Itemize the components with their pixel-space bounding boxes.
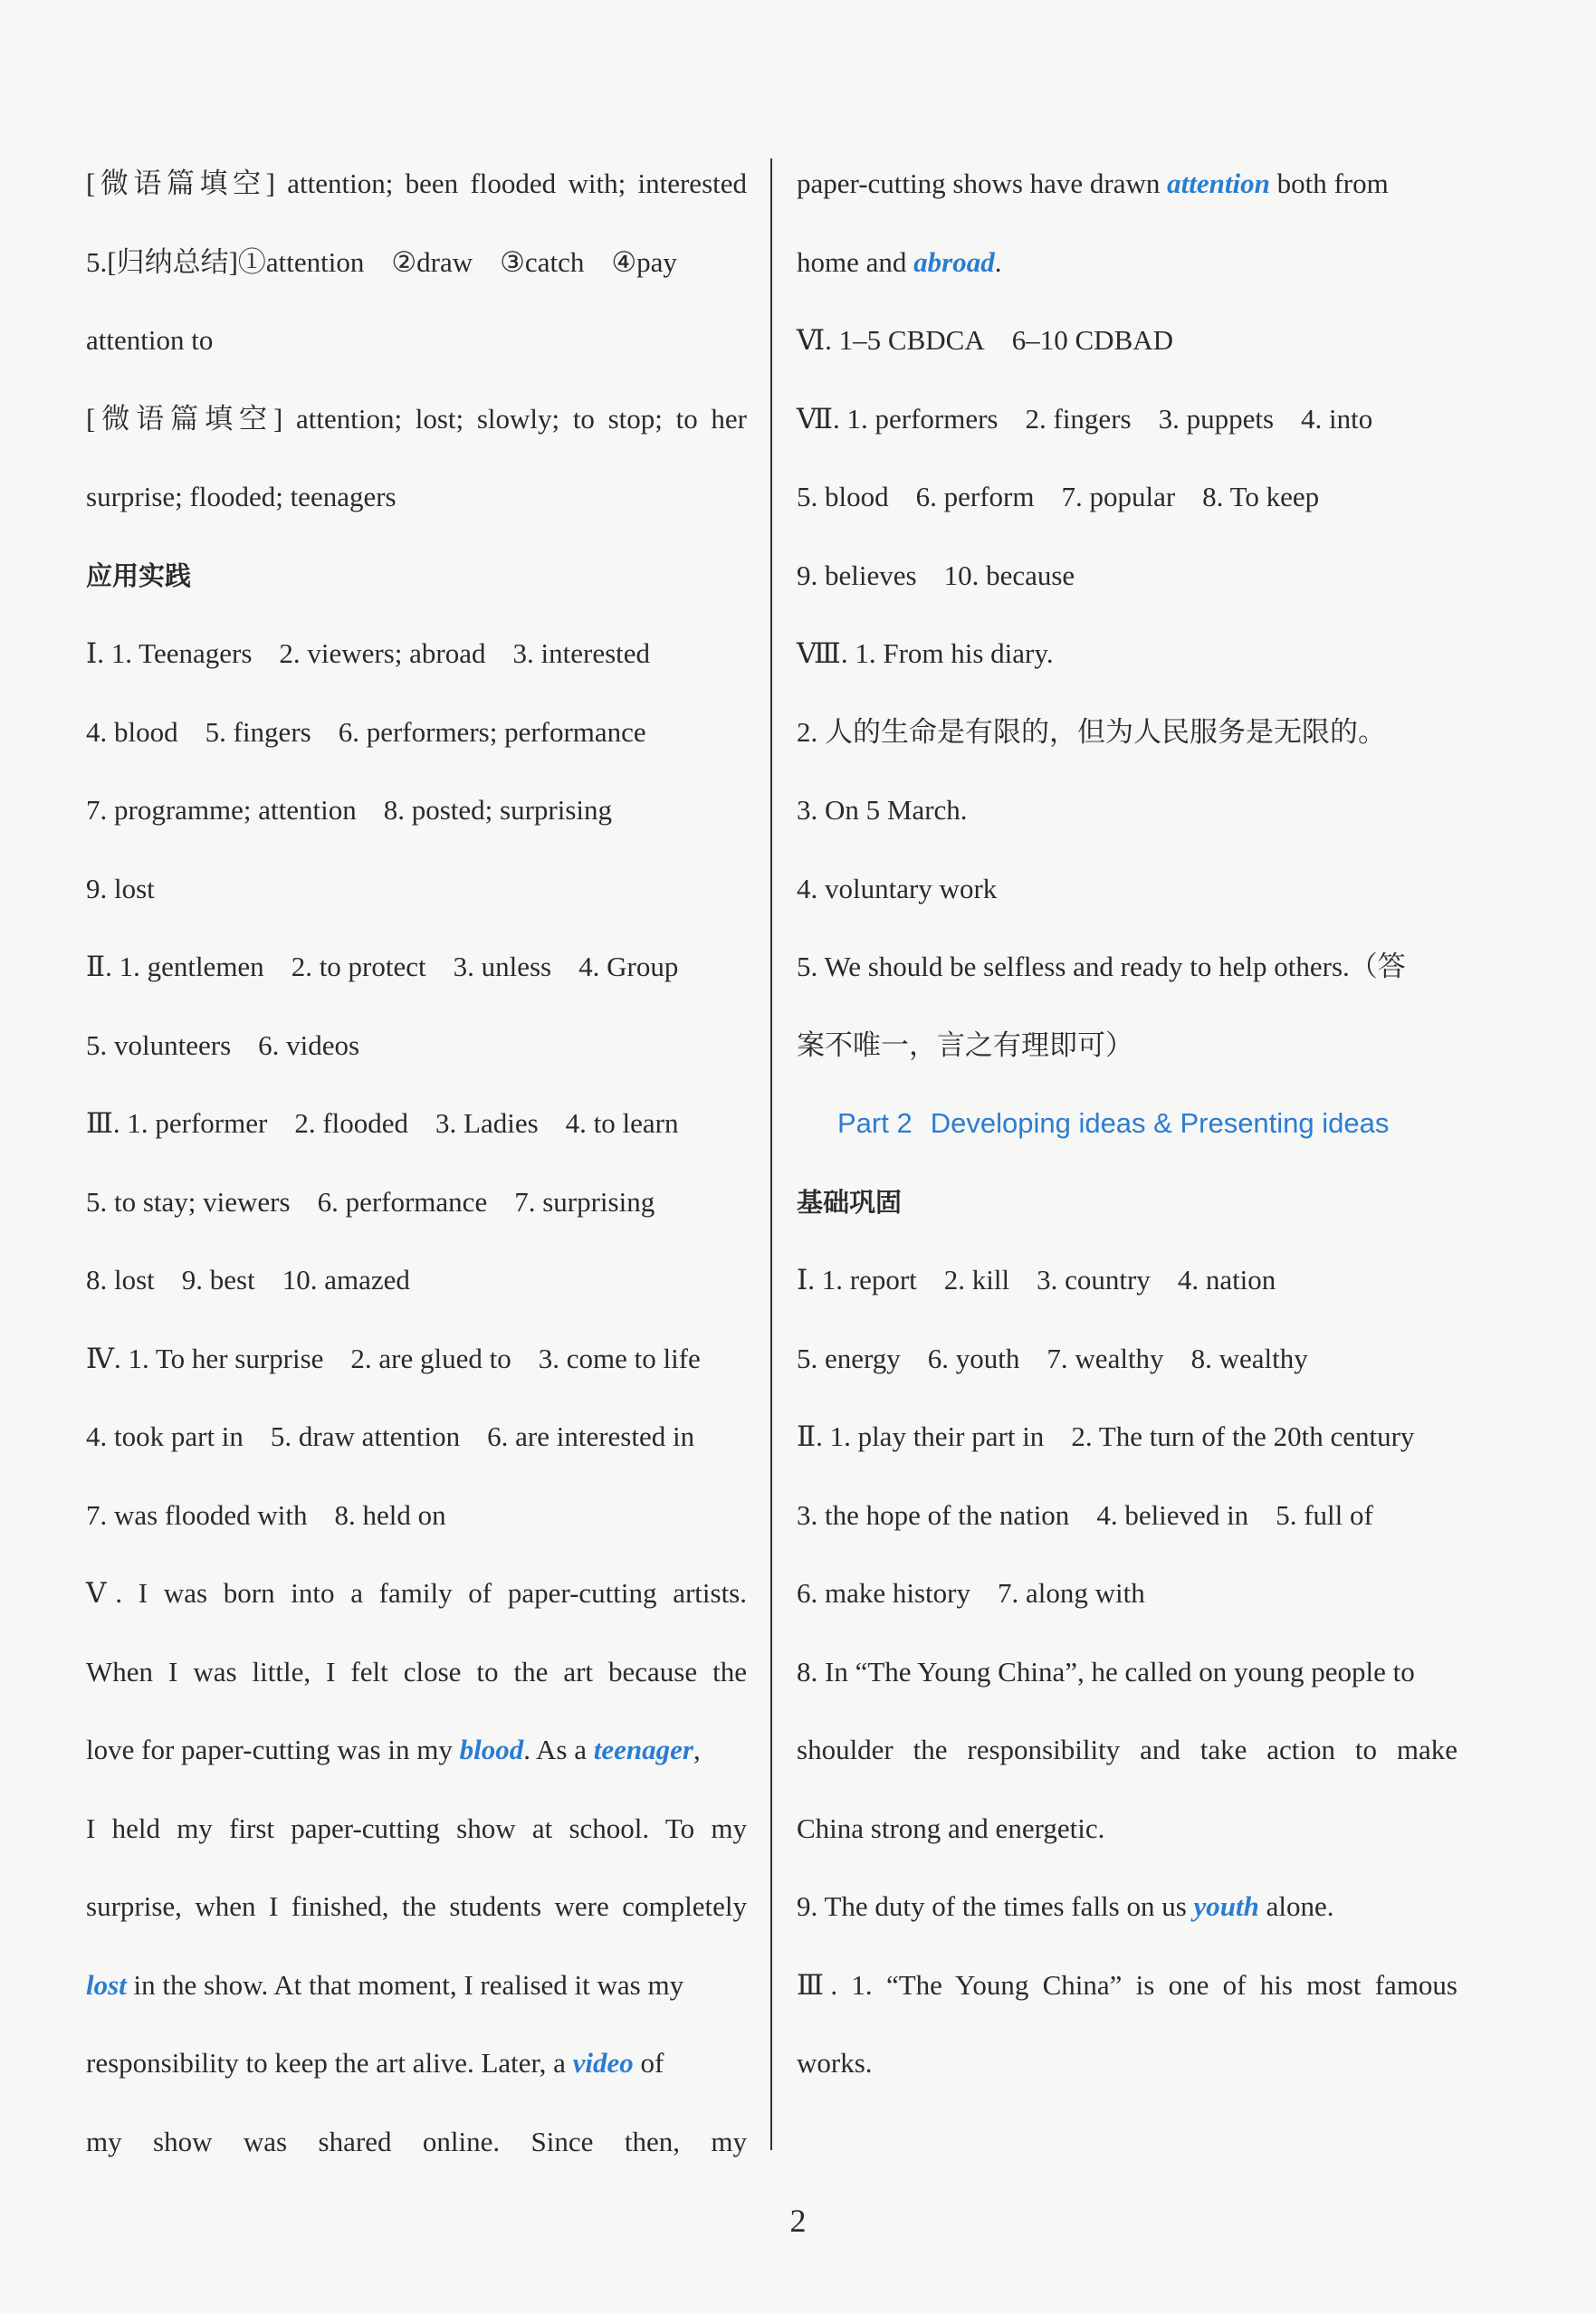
answer-item: 4. Group (578, 951, 679, 982)
text-line: Ⅴ. I was born into a family of paper-cutting artists. (86, 1577, 747, 1609)
answer-item: 10. amazed (282, 1264, 410, 1296)
text-line (797, 224, 1457, 302)
text-segment: paper-cutting shows have drawn (797, 167, 1168, 199)
text-segment: 9. The duty of the times falls on us (797, 1890, 1194, 1922)
highlighted-answer: video (572, 2047, 634, 2079)
text-line (797, 1320, 1457, 1399)
text-line (86, 1085, 747, 1163)
answer-item: 7. surprising (514, 1185, 655, 1218)
answer-item: 5. full of (1276, 1498, 1373, 1531)
answer-item: 4. into (1301, 402, 1373, 435)
text-line: works. (797, 2047, 873, 2079)
text-line: shoulder the responsibility and take action to make (797, 1734, 1457, 1765)
answer-item: 8. lost (86, 1264, 155, 1296)
answer-item: Ⅱ. 1. play their part in (797, 1420, 1045, 1452)
text-line (797, 1554, 1457, 1633)
text-line: my show was shared online. Since then, my (86, 2125, 747, 2157)
answer-item: 2. kill (943, 1264, 1010, 1296)
answer-item: 5. fingers (205, 715, 311, 748)
answer-item: 6. perform (915, 481, 1035, 512)
answer-item: Ⅱ. 1. gentlemen (86, 951, 264, 982)
text-segment: in the show. At that moment, I realised it was my (126, 1968, 684, 2001)
text-segment: , (693, 1734, 701, 1765)
part-title-number: Part 2 (837, 1107, 913, 1139)
text-line (86, 224, 747, 302)
answer-item: 10. because (943, 559, 1075, 591)
answer-item: ④pay (611, 245, 677, 278)
answer-item: 3. interested (512, 637, 651, 669)
text-segment: . As a (523, 1734, 594, 1765)
text-line: 9. lost (86, 872, 155, 904)
text-line (797, 1477, 1457, 1555)
answer-item: 2. fingers (1025, 402, 1132, 435)
answer-item: 2. The turn of the 20th century (1071, 1420, 1415, 1452)
answer-item: Ⅰ. 1. report (797, 1264, 917, 1296)
text-line (797, 380, 1457, 459)
text-line (86, 1007, 747, 1085)
text-line (86, 1711, 747, 1790)
answer-item: 6. performers; performance (338, 715, 646, 748)
answer-item: Ⅲ. 1. performer (86, 1107, 268, 1139)
highlighted-answer: lost (86, 1968, 127, 2001)
answer-item: Ⅳ. 1. To her surprise (86, 1342, 324, 1374)
text-segment: responsibility to keep the art alive. Later, a (86, 2047, 573, 2079)
text-line (86, 1946, 747, 2025)
answer-item: ②draw (391, 245, 473, 278)
text-line: When I was little, I felt close to the art because the (86, 1655, 747, 1688)
answer-item: 4. to learn (565, 1107, 679, 1139)
answer-item: 3. Ladies (435, 1107, 539, 1139)
text-line (797, 1241, 1457, 1320)
text-line (86, 615, 747, 693)
answer-item: 3. puppets (1158, 402, 1275, 435)
answer-item: 6. are interested in (487, 1420, 695, 1452)
text-line: 3. On 5 March. (797, 794, 968, 826)
answer-item: 7. along with (998, 1577, 1145, 1609)
answer-item: 7. wealthy (1046, 1342, 1164, 1374)
highlighted-answer: teenager (593, 1734, 693, 1765)
text-line: 2. 人的生命是有限的，但为人民服务是无限的。 (797, 715, 1386, 748)
part-title (797, 1085, 1457, 1163)
text-line (797, 1398, 1457, 1477)
answer-item: 5. energy (797, 1342, 901, 1374)
text-line (797, 301, 1457, 380)
text-segment: love for paper-cutting was in my (86, 1734, 460, 1765)
part-title-text: Developing ideas & Presenting ideas (930, 1107, 1390, 1139)
text-segment: . (994, 245, 1002, 278)
answer-item: 3. country (1037, 1264, 1151, 1296)
text-line (86, 1241, 747, 1320)
text-line (797, 537, 1457, 616)
text-line (86, 2024, 747, 2103)
answer-item: Ⅶ. 1. performers (797, 402, 999, 435)
text-line: 案不唯一，言之有理即可） (797, 1028, 1133, 1061)
answer-item: 8. To keep (1202, 481, 1320, 512)
text-line: surprise, when I finished, the students were completely (86, 1890, 747, 1922)
section-heading: 应用实践 (86, 559, 192, 591)
text-line: 5. We should be selfless and ready to help others.（答 (797, 951, 1406, 982)
text-line: [微语篇填空] attention; been flooded with; interested (86, 167, 747, 199)
answer-item: 5. draw attention (270, 1420, 461, 1452)
answer-item: 3. unless (453, 951, 552, 982)
answer-item: 9. believes (797, 559, 917, 591)
text-line: 8. In “The Young China”, he called on young people to (797, 1655, 1415, 1688)
answer-item: 6. make history (797, 1577, 970, 1609)
highlighted-answer: abroad (913, 245, 995, 278)
answer-item: 4. believed in (1096, 1498, 1249, 1531)
text-line (86, 1398, 747, 1477)
answer-item: 2. are glued to (350, 1342, 511, 1374)
answer-item: 5.[归纳总结]①attention (86, 245, 365, 278)
answer-item: 4. took part in (86, 1420, 244, 1452)
answer-item: 9. best (181, 1264, 255, 1296)
highlighted-answer: attention (1167, 167, 1270, 199)
text-line (86, 1320, 747, 1399)
text-line: attention to (86, 324, 214, 356)
answer-item: 5. to stay; viewers (86, 1185, 291, 1218)
section-heading: 基础巩固 (797, 1186, 903, 1218)
text-line (86, 693, 747, 772)
left-column (86, 145, 747, 2181)
column-divider (770, 158, 772, 2150)
answer-item: 4. nation (1177, 1264, 1276, 1296)
text-line: 4. voluntary work (797, 872, 998, 904)
text-line: I held my first paper-cutting show at school. To my (86, 1812, 747, 1844)
text-line: surprise; flooded; teenagers (86, 481, 397, 512)
answer-item: 7. was flooded with (86, 1498, 308, 1531)
answer-item: 2. viewers; abroad (279, 637, 486, 669)
answer-item: 8. wealthy (1190, 1342, 1308, 1374)
text-line (797, 1868, 1457, 1946)
text-line (86, 1477, 747, 1555)
answer-item: 6–10 CDBAD (1011, 324, 1174, 356)
answer-item: 6. youth (927, 1342, 1020, 1374)
text-line: Ⅲ. 1. “The Young China” is one of his most famous (797, 1968, 1457, 2001)
answer-item: 7. programme; attention (86, 794, 357, 826)
highlighted-answer: youth (1193, 1890, 1259, 1922)
answer-item: ③catch (500, 245, 585, 278)
answer-item: 5. blood (797, 481, 889, 512)
text-line: [微语篇填空] attention; lost; slowly; to stop; to her (86, 402, 747, 435)
answer-item: 2. to protect (291, 951, 426, 982)
text-line (86, 771, 747, 850)
text-line: Ⅷ. 1. From his diary. (797, 637, 1054, 669)
text-line (797, 145, 1457, 224)
text-segment: alone. (1258, 1890, 1334, 1922)
answer-item: Ⅰ. 1. Teenagers (86, 637, 253, 669)
answer-item: 8. held on (334, 1498, 446, 1531)
text-line (86, 1163, 747, 1242)
text-line (86, 928, 747, 1007)
answer-item: 3. the hope of the nation (797, 1498, 1070, 1531)
answer-item: Ⅵ. 1–5 CBDCA (797, 324, 985, 356)
highlighted-answer: blood (459, 1734, 524, 1765)
page-number: 2 (789, 2203, 807, 2239)
answer-item: 4. blood (86, 715, 178, 748)
text-segment: home and (797, 245, 914, 278)
answer-item: 6. videos (258, 1028, 360, 1061)
answer-item: 6. performance (317, 1185, 488, 1218)
answer-item: 3. come to life (538, 1342, 701, 1374)
answer-item: 7. popular (1061, 481, 1176, 512)
text-segment: both from (1269, 167, 1389, 199)
text-segment: of (633, 2047, 664, 2079)
text-line: China strong and energetic. (797, 1812, 1105, 1844)
answer-item: 8. posted; surprising (383, 794, 613, 826)
right-column (797, 145, 1457, 2103)
text-line (797, 458, 1457, 537)
answer-item: 5. volunteers (86, 1028, 232, 1061)
answer-item: 2. flooded (294, 1107, 409, 1139)
